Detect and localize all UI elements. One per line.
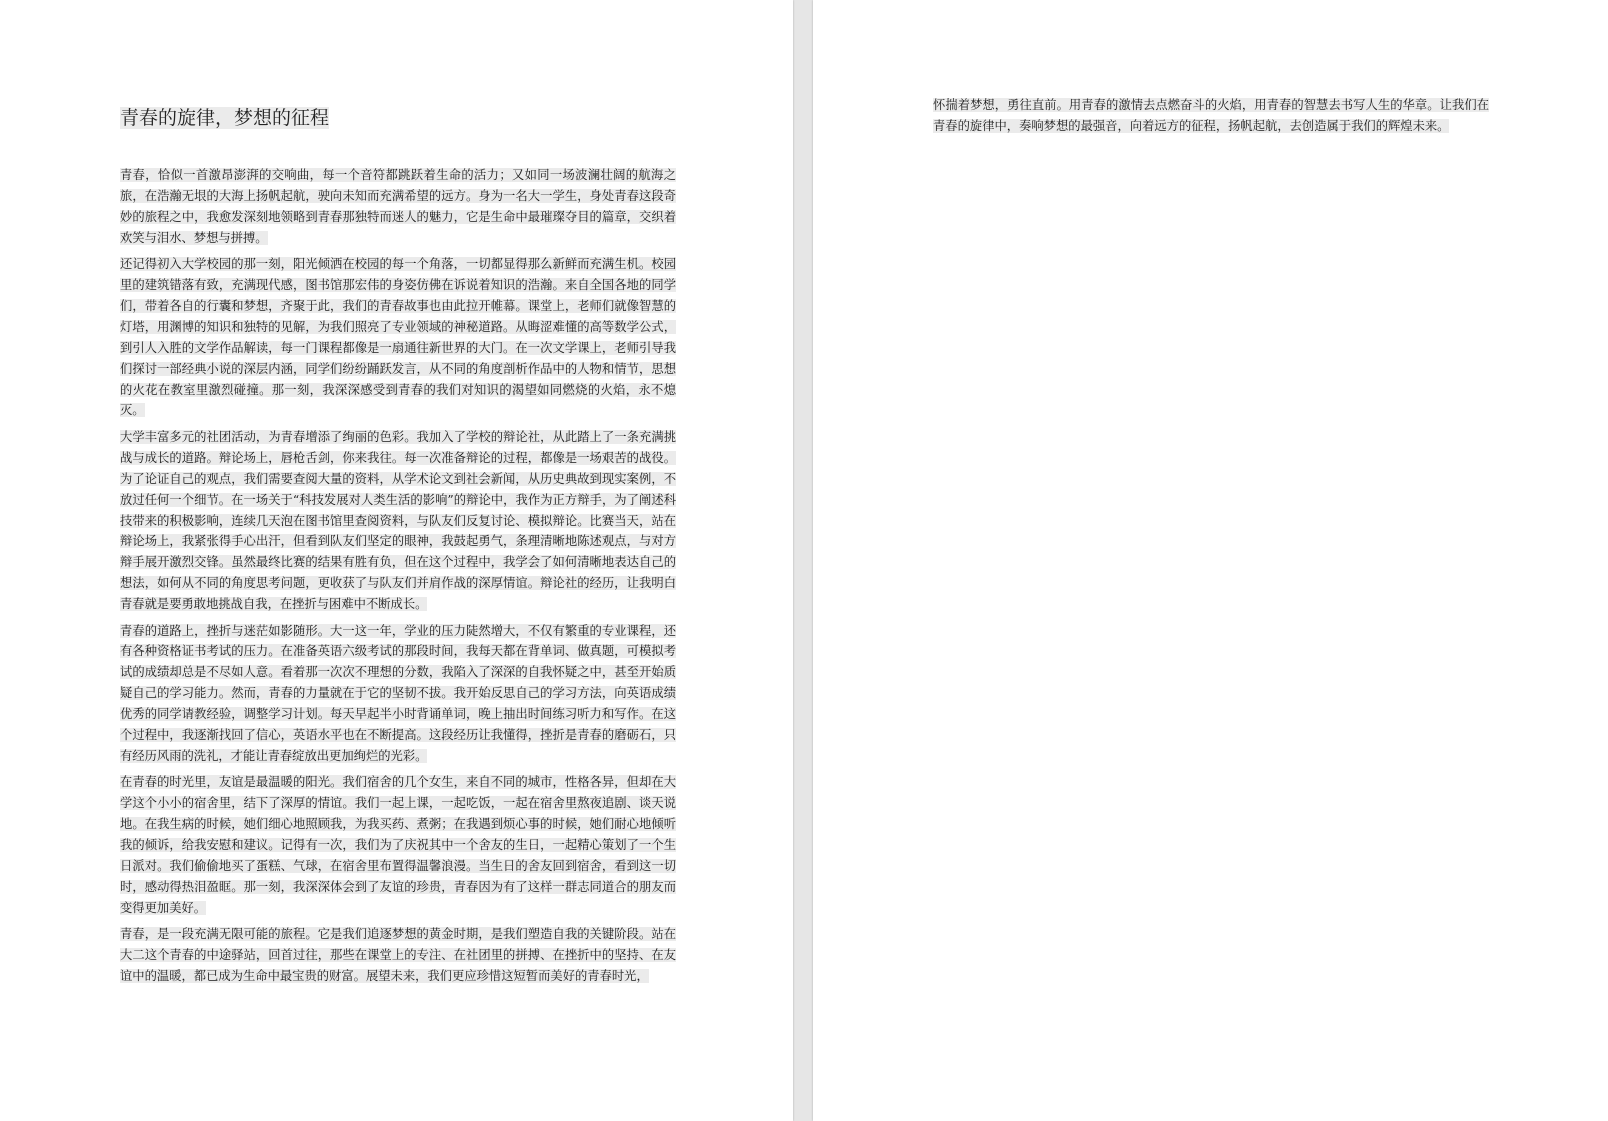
paragraph-4-text: 青春的道路上，挫折与迷茫如影随形。大一这一年，学业的压力陡然增大，不仅有繁重的专业课程，还有各种资格证书考试的压力。在准备英语六级考试的那段时间，我每天都在背单词、做真题，可模拟考试的成绩却总是不尽如人意。看着那一次次不理想的分数，我陷入了深深的自我怀疑之中，甚至开始质疑自己的学习能力。然而，青春的力量就在于它的坚韧不拔。我开始反思自己的学习方法，向英语成绩优秀的同学请教经验，调整学习计划。每天早起半小时背诵单词，晚上抽出时间练习听力和写作。在这个过程中，我逐渐找回了信心，英语水平也在不断提高。这段经历让我懂得，挫折是青春的磨砺石，只有经历风雨的洗礼，才能让青春绽放出更加绚烂的光彩。 — [120, 623, 676, 763]
paragraph-3 — [120, 427, 676, 615]
paragraph-1 — [120, 165, 676, 249]
paragraph-5 — [120, 772, 676, 918]
paragraph-6-continued — [933, 95, 1489, 137]
document-title — [120, 104, 329, 132]
paragraph-4 — [120, 621, 676, 767]
paragraph-2 — [120, 254, 676, 421]
paragraph-5-text: 在青春的时光里，友谊是最温暖的阳光。我们宿舍的几个女生，来自不同的城市，性格各异，但却在大学这个小小的宿舍里，结下了深厚的情谊。我们一起上课，一起吃饭，一起在宿舍里熬夜追剧、谈天说地。在我生病的时候，她们细心地照顾我，为我买药、煮粥；在我遇到烦心事的时候，她们耐心地倾听我的倾诉，给我安慰和建议。记得有一次，我们为了庆祝其中一个舍友的生日，一起精心策划了一个生日派对。我们偷偷地买了蛋糕、气球，在宿舍里布置得温馨浪漫。当生日的舍友回到宿舍，看到这一切时，感动得热泪盈眶。那一刻，我深深体会到了友谊的珍贵，青春因为有了这样一群志同道合的朋友而变得更加美好。 — [120, 775, 676, 915]
page-2-body — [933, 95, 1489, 142]
page-1-body — [120, 165, 676, 992]
document-page-2 — [813, 0, 1608, 1121]
paragraph-1-text: 青春，恰似一首激昂澎湃的交响曲，每一个音符都跳跃着生命的活力；又如同一场波澜壮阔的航海之旅，在浩瀚无垠的大海上扬帆起航，驶向未知而充满希望的远方。身为一名大一学生，身处青春这段奇妙的旅程之中，我愈发深刻地领略到青春那独特而迷人的魅力，它是生命中最璀璨夺目的篇章，交织着欢笑与泪水、梦想与拼搏。 — [120, 168, 676, 245]
paragraph-3-text: 大学丰富多元的社团活动，为青春增添了绚丽的色彩。我加入了学校的辩论社，从此踏上了一条充满挑战与成长的道路。辩论场上，唇枪舌剑，你来我往。每一次准备辩论的过程，都像是一场艰苦的战役。为了论证自己的观点，我们需要查阅大量的资料，从学术论文到社会新闻，从历史典故到现实案例，不放过任何一个细节。在一场关于“科技发展对人类生活的影响”的辩论中，我作为正方辩手，为了阐述科技带来的积极影响，连续几天泡在图书馆里查阅资料，与队友们反复讨论、模拟辩论。比赛当天，站在辩论场上，我紧张得手心出汗，但看到队友们坚定的眼神，我鼓起勇气，条理清晰地陈述观点，与对方辩手展开激烈交锋。虽然最终比赛的结果有胜有负，但在这个过程中，我学会了如何清晰地表达自己的想法，如何从不同的角度思考问题，更收获了与队友们并肩作战的深厚情谊。辩论社的经历，让我明白青春就是要勇敢地挑战自我，在挫折与困难中不断成长。 — [120, 429, 676, 612]
paragraph-6 — [120, 924, 676, 987]
document-title-text: 青春的旋律，梦想的征程 — [120, 107, 330, 129]
document-page-1 — [0, 0, 793, 1121]
paragraph-6-continued-text: 怀揣着梦想，勇往直前。用青春的激情去点燃奋斗的火焰，用青春的智慧去书写人生的华章。让我们在青春的旋律中，奏响梦想的最强音，向着远方的征程，扬帆起航，去创造属于我们的辉煌未来。 — [933, 98, 1489, 133]
paragraph-2-text: 还记得初入大学校园的那一刻，阳光倾洒在校园的每一个角落，一切都显得那么新鲜而充满生机。校园里的建筑错落有致，充满现代感，图书馆那宏伟的身姿仿佛在诉说着知识的浩瀚。来自全国各地的同学们，带着各自的行囊和梦想，齐聚于此，我们的青春故事也由此拉开帷幕。课堂上，老师们就像智慧的灯塔，用渊博的知识和独特的见解，为我们照亮了专业领域的神秘道路。从晦涩难懂的高等数学公式，到引人入胜的文学作品解读，每一门课程都像是一扇通往新世界的大门。在一次文学课上，老师引导我们探讨一部经典小说的深层内涵，同学们纷纷踊跃发言，从不同的角度剖析作品中的人物和情节，思想的火花在教室里激烈碰撞。那一刻，我深深感受到青春的我们对知识的渴望如同燃烧的火焰，永不熄灭。 — [120, 257, 676, 418]
paragraph-6-text: 青春，是一段充满无限可能的旅程。它是我们追逐梦想的黄金时期，是我们塑造自我的关键阶段。站在大二这个青春的中途驿站，回首过往，那些在课堂上的专注、在社团里的拼搏、在挫折中的坚持、在友谊中的温暖，都已成为生命中最宝贵的财富。展望未来，我们更应珍惜这短暂而美好的青春时光， — [120, 927, 676, 984]
